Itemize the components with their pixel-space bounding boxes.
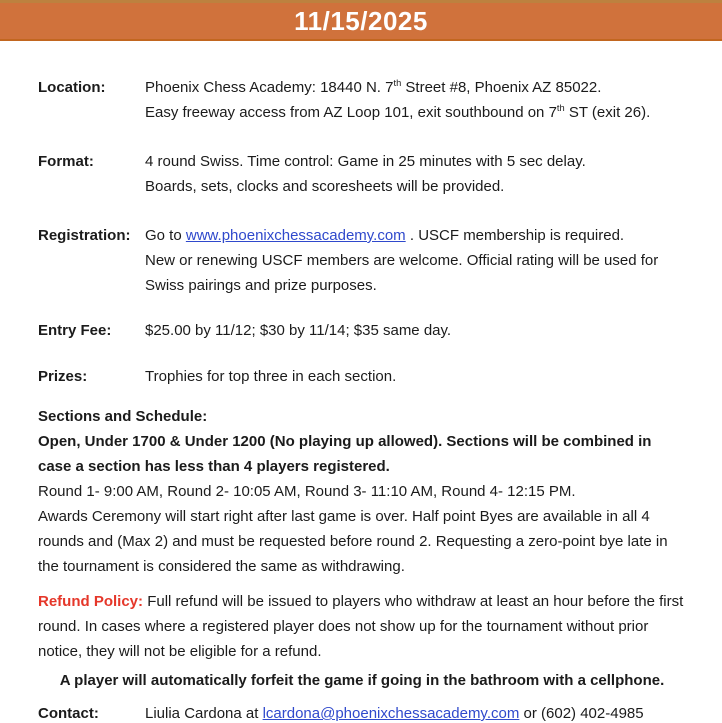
format-label: Format: <box>38 153 94 170</box>
registration-line-1 <box>145 223 686 248</box>
prizes-value <box>145 364 686 389</box>
flyer-content <box>0 41 722 723</box>
text-segment: 4 round Swiss. Time control: Game in 25 minutes with 5 sec delay. <box>145 153 586 170</box>
info-row-format <box>38 149 686 199</box>
rounds-schedule: Round 1- 9:00 AM, Round 2- 10:05 AM, Round 3- 11:10 AM, Round 4- 12:15 PM. <box>38 483 576 500</box>
format-line-1 <box>145 149 686 174</box>
entry-fee-line <box>145 318 686 343</box>
info-row-contact <box>38 701 686 723</box>
text-segment: Go to <box>145 227 186 244</box>
text-segment: Phoenix Chess Academy: 18440 N. 7 <box>145 79 394 96</box>
text-segment: Liulia Cardona at <box>145 705 263 722</box>
contact-line <box>145 701 686 723</box>
contact-label: Contact: <box>38 705 99 722</box>
entry-fee-value <box>145 318 686 343</box>
contact-email-link[interactable]: lcardona@phoenixchessacademy.com <box>262 705 520 722</box>
registration-value <box>145 223 686 298</box>
cellphone-forfeit-notice: A player will automatically forfeit the game if going in the bathroom with a cellphone. <box>59 672 665 689</box>
entry-fee-label: Entry Fee: <box>38 322 112 339</box>
location-line-2 <box>145 100 686 125</box>
prizes-line <box>145 364 686 389</box>
format-value <box>145 149 686 199</box>
registration-line-3 <box>145 273 686 298</box>
text-segment: Trophies for top three in each section. <box>145 368 397 385</box>
info-row-location <box>38 75 686 125</box>
location-label: Location: <box>38 79 106 96</box>
superscript-text: th <box>556 103 565 113</box>
refund-policy-paragraph <box>38 589 686 664</box>
text-segment: $25.00 by 11/12; $30 by 11/14; $35 same day. <box>145 322 452 339</box>
contact-value <box>145 701 686 723</box>
text-segment: Street #8, Phoenix AZ 85022. <box>401 79 602 96</box>
text-segment: or (602) 402-4985 <box>519 705 644 722</box>
registration-website-link[interactable]: www.phoenixchessacademy.com <box>185 227 406 244</box>
text-segment: Boards, sets, clocks and scoresheets will be provided. <box>145 178 505 195</box>
text-segment: . USCF membership is required. <box>405 227 625 244</box>
superscript-text: th <box>393 78 402 88</box>
info-row-registration <box>38 223 686 298</box>
tournament-date: 11/15/2025 <box>294 5 428 36</box>
format-line-2 <box>145 174 686 199</box>
prizes-label: Prizes: <box>38 368 88 385</box>
sections-schedule-heading: Sections and Schedule: <box>38 408 208 425</box>
location-value <box>145 75 686 125</box>
refund-policy-label: Refund Policy: <box>38 593 144 610</box>
awards-byes-note: Awards Ceremony will start right after last game is over. Half point Byes are available in all 4 rounds and (Max 2) and must be requested before round 2. Requesting a zero-point bye late in the tournament is considered the same as withdrawing. <box>38 508 668 575</box>
registration-line-2 <box>145 248 686 273</box>
text-segment: New or renewing USCF members are welcome. Official rating will be used for <box>145 252 659 269</box>
registration-label: Registration: <box>38 227 131 244</box>
date-banner <box>0 0 722 41</box>
location-line-1 <box>145 75 686 100</box>
refund-policy-text: Full refund will be issued to players who withdraw at least an hour before the first round. In cases where a registered player does not show up for the tournament without prior notice, they will not be eligible for a refund. <box>38 593 684 660</box>
text-segment: ST (exit 26). <box>564 104 651 121</box>
info-row-prizes <box>38 364 686 389</box>
text-segment: Easy freeway access from AZ Loop 101, exit southbound on 7 <box>145 104 557 121</box>
info-row-entry-fee <box>38 318 686 343</box>
sections-combine-note: Open, Under 1700 & Under 1200 (No playing up allowed). Sections will be combined in case a section has less than 4 players registered. <box>38 433 652 475</box>
text-segment: Swiss pairings and prize purposes. <box>145 277 377 294</box>
